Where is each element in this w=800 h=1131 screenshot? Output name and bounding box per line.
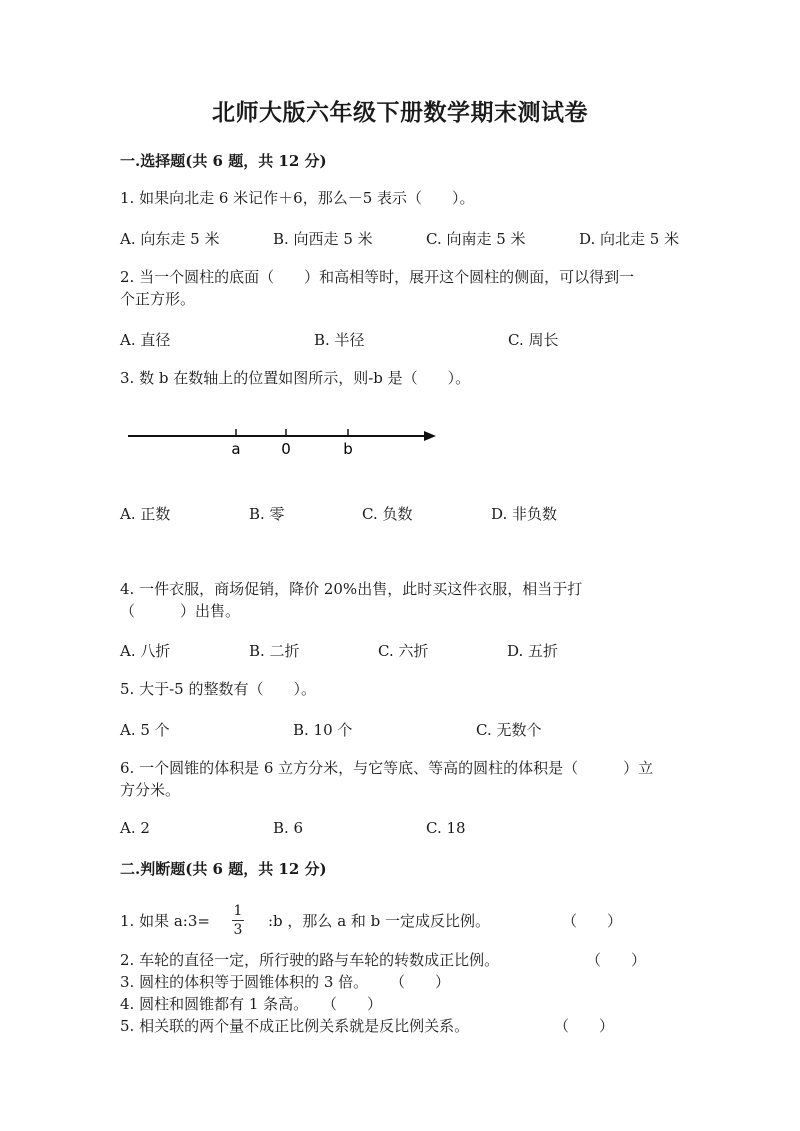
q2-option-c: C. 周长	[508, 331, 559, 349]
judgment-2: 2. 车轮的直径一定，所行驶的路与车轮的转数成正比例。	[120, 951, 500, 969]
number-line-arrow-icon	[424, 431, 436, 441]
question-4-line1: 4. 一件衣服，商场促销，降价 20%出售，此时买这件衣服，相当于打	[120, 580, 583, 598]
question-1: 1. 如果向北走 6 米记作＋6，那么－5 表示（ ）。	[120, 189, 475, 207]
fraction-numerator: 1	[233, 903, 243, 919]
judgment-4: 4. 圆柱和圆锥都有 1 条高。	[120, 995, 309, 1013]
judgment-5-answer-blank[interactable]: （ ）	[554, 1017, 615, 1035]
judgment-1-answer-blank[interactable]: （ ）	[562, 912, 623, 930]
q1-option-c: C. 向南走 5 米	[426, 230, 526, 248]
question-2-line2: 个正方形。	[120, 290, 196, 308]
judgment-1-prefix: 1. 如果 a:3=	[120, 912, 210, 930]
q2-option-a: A. 直径	[120, 331, 171, 349]
label-b: b	[343, 440, 353, 458]
judgment-3: 3. 圆柱的体积等于圆锥体积的 3 倍。	[120, 973, 369, 991]
question-4-line2: （ ）出售。	[120, 602, 241, 620]
number-line-figure	[126, 424, 446, 464]
q6-option-b: B. 6	[273, 819, 304, 837]
label-0: 0	[281, 440, 291, 458]
page-title: 北师大版六年级下册数学期末测试卷	[212, 99, 588, 126]
judgment-3-answer-blank[interactable]: （ ）	[390, 973, 451, 991]
section-heading-judgment: 二.判断题(共 6 题，共 12 分)	[120, 860, 327, 878]
question-2-line1: 2. 当一个圆柱的底面（ ）和高相等时，展开这个圆柱的侧面，可以得到一	[120, 268, 635, 286]
judgment-1-suffix: :b ，那么 a 和 b 一定成反比例。	[268, 912, 491, 930]
q4-option-c: C. 六折	[378, 642, 429, 660]
question-6-line2: 方分米。	[120, 781, 181, 799]
q1-option-d: D. 向北走 5 米	[579, 230, 680, 248]
q3-option-d: D. 非负数	[491, 505, 558, 523]
q3-option-b: B. 零	[249, 505, 285, 523]
question-3: 3. 数 b 在数轴上的位置如图所示，则-b 是（ ）。	[120, 369, 471, 387]
label-a: a	[231, 440, 241, 458]
q6-option-a: A. 2	[120, 819, 150, 837]
judgment-2-answer-blank[interactable]: （ ）	[586, 951, 647, 969]
fraction-denominator: 3	[233, 922, 243, 938]
judgment-4-answer-blank[interactable]: （ ）	[322, 995, 383, 1013]
q1-option-a: A. 向东走 5 米	[120, 230, 220, 248]
fraction-one-third	[232, 903, 244, 938]
q5-option-c: C. 无数个	[476, 721, 542, 739]
q4-option-d: D. 五折	[507, 642, 559, 660]
judgment-5: 5. 相关联的两个量不成正比例关系就是反比例关系。	[120, 1017, 470, 1035]
question-5: 5. 大于-5 的整数有（ ）。	[120, 680, 316, 698]
q3-option-a: A. 正数	[120, 505, 171, 523]
fraction-bar	[232, 920, 244, 921]
q4-option-b: B. 二折	[249, 642, 300, 660]
q3-option-c: C. 负数	[362, 505, 413, 523]
q2-option-b: B. 半径	[314, 331, 365, 349]
q5-option-b: B. 10 个	[293, 721, 353, 739]
q5-option-a: A. 5 个	[120, 721, 170, 739]
section-heading-choice: 一.选择题(共 6 题，共 12 分)	[120, 152, 327, 170]
q4-option-a: A. 八折	[120, 642, 171, 660]
q6-option-c: C. 18	[426, 819, 466, 837]
question-6-line1: 6. 一个圆锥的体积是 6 立方分米，与它等底、等高的圆柱的体积是（ ）立	[120, 759, 654, 777]
q1-option-b: B. 向西走 5 米	[273, 230, 373, 248]
